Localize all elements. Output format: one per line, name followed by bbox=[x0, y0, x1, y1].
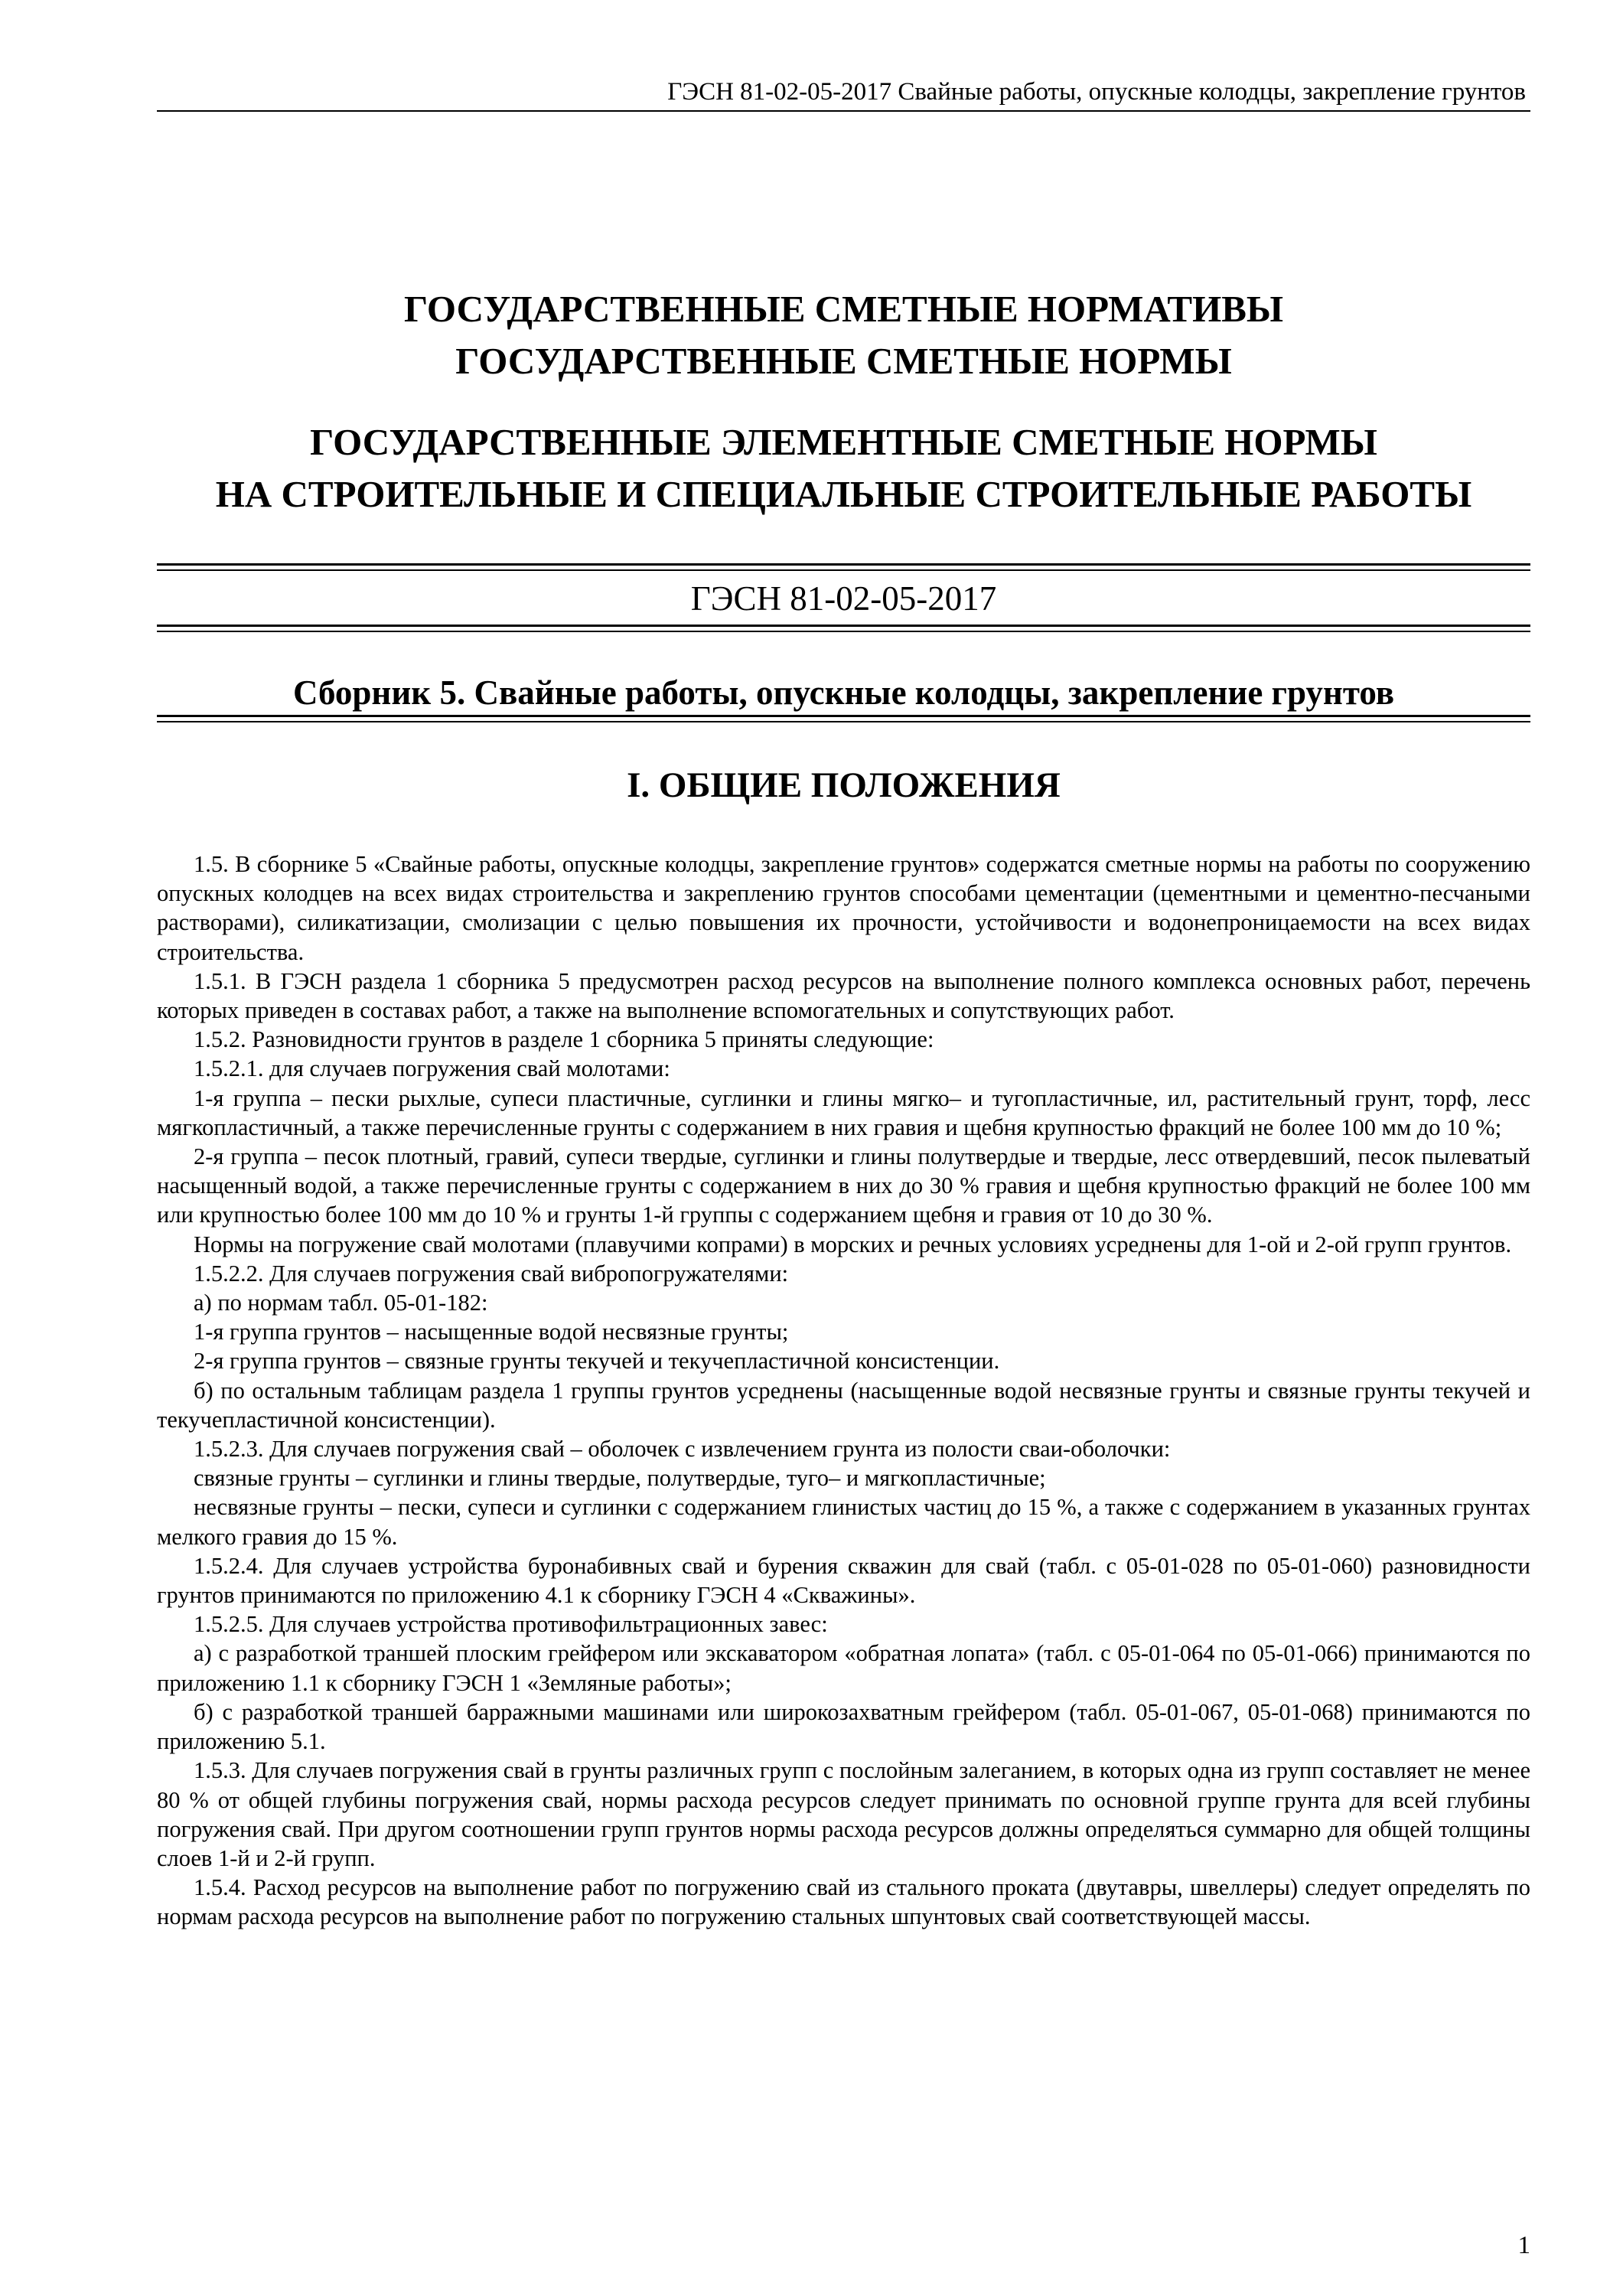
running-header: ГЭСН 81-02-05-2017 Свайные работы, опускные колодцы, закрепление грунтов bbox=[157, 75, 1530, 112]
page-number: 1 bbox=[1517, 2232, 1530, 2259]
paragraph-noncohesive-soils: несвязные грунты – пески, супеси и суглинки с содержанием глинистых частиц до 15 %, а также с содержанием в указанных грунтах мелкого гравия до 15 %. bbox=[157, 1494, 1530, 1550]
paragraph-1-5-3: 1.5.3. Для случаев погружения свай в грунты различных групп с послойным залеганием, в которых одна из групп составляет не менее 80 % от общей глубины погружения свай, нормы расхода ресурсов следует принимать по основной группе грунта для всей глубины погружения свай. При другом соотношении групп грунтов нормы расхода ресурсов должны определяться суммарно для общей толщины слоев 1-й и 2-й групп. bbox=[157, 1757, 1530, 1871]
paragraph-1-5: 1.5. В сборнике 5 «Свайные работы, опускные колодцы, закрепление грунтов» содержатся сметные нормы на работы по сооружению опускных колодцев на всех видах строительства и закреплению грунтов способами цементации (цементными и цементно-песчаными растворами), силикатизации, смолизации с целью повышения их прочности, устойчивости и водонепроницаемости на всех видах строительства. bbox=[157, 851, 1530, 965]
paragraph-1-5-2-3: 1.5.2.3. Для случаев погружения свай – оболочек с извлечением грунта из полости сваи-оболочки: bbox=[194, 1436, 1171, 1463]
paragraph-1-5-1: 1.5.1. В ГЭСН раздела 1 сборника 5 предусмотрен расход ресурсов на выполнение полного комплекса основных работ, перечень которых приведен в составах работ, а также на выполнение вспомогательных и сопутствующих работ. bbox=[157, 967, 1530, 1024]
document-code: ГЭСН 81-02-05-2017 bbox=[690, 579, 997, 618]
paragraph-group-2: 2-я группа – песок плотный, гравий, супеси твердые, суглинки и глины полутвердые и твердые, лесс отвердевший, песок пылеватый насыщенный водой, а также перечисленные грунты с содержанием в них до 30 % гравия и щебня крупностью фракций не более 100 мм или крупностью более 100 мм до 10 % и грунты 1-й группы с содержанием щебня и гравия от 10 до 30 %. bbox=[157, 1143, 1530, 1228]
paragraph-1-5-2-4: 1.5.2.4. Для случаев устройства буронабивных свай и бурения скважин для свай (табл. с 05-01-028 по 05-01-060) разновидности грунтов принимаются по приложению 4.1 к сборнику ГЭСН 4 «Скважины». bbox=[157, 1552, 1530, 1609]
paragraph-1-5-2-1: 1.5.2.1. для случаев погружения свай молотами: bbox=[194, 1055, 670, 1082]
paragraph-curtain-b: б) с разработкой траншей барражными машинами или широкозахватным грейфером (табл. 05-01-067, 05-01-068) принимаются по приложению 5.1. bbox=[157, 1698, 1530, 1755]
section-title: I. ОБЩИЕ ПОЛОЖЕНИЯ bbox=[627, 765, 1061, 805]
paragraph-vibro-group-2: 2-я группа грунтов – связные грунты текучей и текучепластичной консистенции. bbox=[194, 1348, 1000, 1375]
title-line-1: ГОСУДАРСТВЕННЫЕ СМЕТНЫЕ НОРМАТИВЫ bbox=[403, 288, 1284, 330]
paragraph-cohesive-soils: связные грунты – суглинки и глины твердые, полутвердые, туго– и мягкопластичные; bbox=[194, 1465, 1046, 1492]
paragraph-1-5-2-5: 1.5.2.5. Для случаев устройства противофильтрационных завес: bbox=[194, 1611, 828, 1638]
title-line-4: НА СТРОИТЕЛЬНЫЕ И СПЕЦИАЛЬНЫЕ СТРОИТЕЛЬНЫЕ РАБОТЫ bbox=[215, 473, 1472, 515]
paragraph-marine-norms: Нормы на погружение свай молотами (плавучими копрами) в морских и речных условиях усреднены для 1-ой и 2-ой групп грунтов. bbox=[194, 1231, 1512, 1257]
title-line-3: ГОСУДАРСТВЕННЫЕ ЭЛЕМЕНТНЫЕ СМЕТНЫЕ НОРМЫ bbox=[310, 421, 1377, 463]
paragraph-1-5-2-2: 1.5.2.2. Для случаев погружения свай вибропогружателями: bbox=[194, 1260, 789, 1287]
paragraph-group-1: 1-я группа – пески рыхлые, супеси пластичные, суглинки и глины мягко– и тугопластичные, ил, растительный грунт, торф, лесс мягкопластичный, а также перечисленные грунты с содержанием в них гравия и щебня крупностью фракций не более 100 мм до 10 %; bbox=[157, 1084, 1530, 1140]
paragraph-1-5-4: 1.5.4. Расход ресурсов на выполнение работ по погружению свай из стального проката (двутавры, швеллеры) следует определять по нормам расхода ресурсов на выполнение работ по погружению стальных шпунтовых свай соответствующей массы. bbox=[157, 1874, 1530, 1930]
double-rule-middle bbox=[157, 625, 1530, 632]
paragraph-curtain-a: а) с разработкой траншей плоским грейфером или экскаватором «обратная лопата» (табл. с 05-01-064 по 05-01-066) принимаются по приложению 1.1 к сборнику ГЭСН 1 «Земляные работы»; bbox=[157, 1640, 1530, 1696]
document-title bbox=[157, 283, 1530, 520]
paragraph-1-5-2: 1.5.2. Разновидности грунтов в разделе 1 сборника 5 приняты следующие: bbox=[194, 1026, 934, 1053]
double-rule-bottom bbox=[157, 715, 1530, 722]
body-text bbox=[157, 850, 1530, 1932]
double-rule-top bbox=[157, 563, 1530, 571]
title-line-2: ГОСУДАРСТВЕННЫЕ СМЕТНЫЕ НОРМЫ bbox=[455, 340, 1232, 382]
paragraph-item-b: б) по остальным таблицам раздела 1 группы грунтов усреднены (насыщенные водой несвязные грунты и связные грунты текучей и текучепластичной консистенции). bbox=[157, 1377, 1530, 1433]
paragraph-item-a: а) по нормам табл. 05-01-182: bbox=[194, 1290, 488, 1316]
paragraph-vibro-group-1: 1-я группа грунтов – насыщенные водой несвязные грунты; bbox=[194, 1319, 789, 1345]
collection-title: Сборник 5. Свайные работы, опускные колодцы, закрепление грунтов bbox=[292, 673, 1395, 712]
